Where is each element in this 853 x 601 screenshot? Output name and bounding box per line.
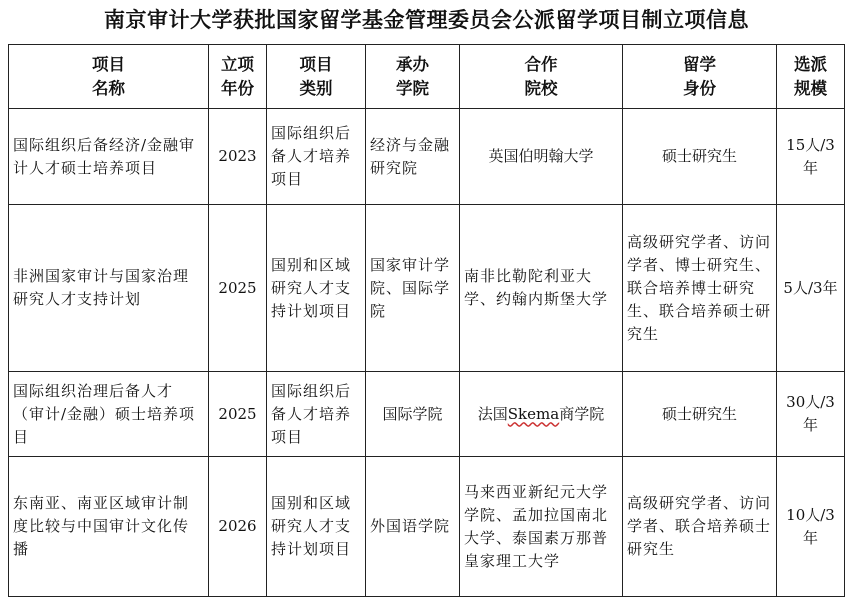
table-header-row — [9, 45, 845, 109]
project-year: 2023 — [209, 109, 267, 205]
project-partner — [460, 372, 623, 457]
partner-suffix: 商学院 — [559, 404, 605, 423]
project-category: 国别和区域研究人才支持计划项目 — [267, 457, 366, 597]
partner-spellcheck-word: Skema — [507, 404, 560, 423]
project-scale: 10人/3年 — [777, 457, 845, 597]
project-college: 国际学院 — [366, 372, 460, 457]
header-identity: 留学 身份 — [623, 45, 777, 109]
project-college: 国家审计学院、国际学院 — [366, 205, 460, 372]
partner-prefix: 法国 — [477, 404, 508, 423]
project-category: 国际组织后备人才培养项目 — [267, 372, 366, 457]
project-identity: 硕士研究生 — [623, 372, 777, 457]
project-partner: 英国伯明翰大学 — [460, 109, 623, 205]
header-project-name: 项目 名称 — [9, 45, 209, 109]
header-scale: 选派 规模 — [777, 45, 845, 109]
header-year: 立项 年份 — [209, 45, 267, 109]
table-row — [9, 205, 845, 372]
project-year: 2026 — [209, 457, 267, 597]
project-identity: 高级研究学者、访问学者、博士研究生、联合培养博士研究生、联合培养硕士研究生 — [623, 205, 777, 372]
project-year: 2025 — [209, 205, 267, 372]
project-name: 国际组织后备经济/金融审计人才硕士培养项目 — [9, 109, 209, 205]
table-row — [9, 372, 845, 457]
project-table — [8, 44, 845, 597]
page-title: 南京审计大学获批国家留学基金管理委员会公派留学项目制立项信息 — [104, 8, 749, 32]
project-category: 国别和区域研究人才支持计划项目 — [267, 205, 366, 372]
table-row — [9, 109, 845, 205]
project-college: 外国语学院 — [366, 457, 460, 597]
table-row — [9, 457, 845, 597]
project-identity: 高级研究学者、访问学者、联合培养硕士研究生 — [623, 457, 777, 597]
project-name: 国际组织治理后备人才（审计/金融）硕士培养项目 — [9, 372, 209, 457]
project-scale: 15人/3年 — [777, 109, 845, 205]
header-partner: 合作 院校 — [460, 45, 623, 109]
project-partner: 南非比勒陀利亚大学、约翰内斯堡大学 — [460, 205, 623, 372]
project-category: 国际组织后备人才培养项目 — [267, 109, 366, 205]
project-identity: 硕士研究生 — [623, 109, 777, 205]
project-scale: 30人/3年 — [777, 372, 845, 457]
project-year: 2025 — [209, 372, 267, 457]
header-category: 项目 类别 — [267, 45, 366, 109]
project-scale: 5人/3年 — [777, 205, 845, 372]
project-name: 东南亚、南亚区域审计制度比较与中国审计文化传播 — [9, 457, 209, 597]
project-partner: 马来西亚新纪元大学学院、孟加拉国南北大学、泰国素万那普皇家理工大学 — [460, 457, 623, 597]
project-college: 经济与金融研究院 — [366, 109, 460, 205]
project-name: 非洲国家审计与国家治理研究人才支持计划 — [9, 205, 209, 372]
header-college: 承办 学院 — [366, 45, 460, 109]
